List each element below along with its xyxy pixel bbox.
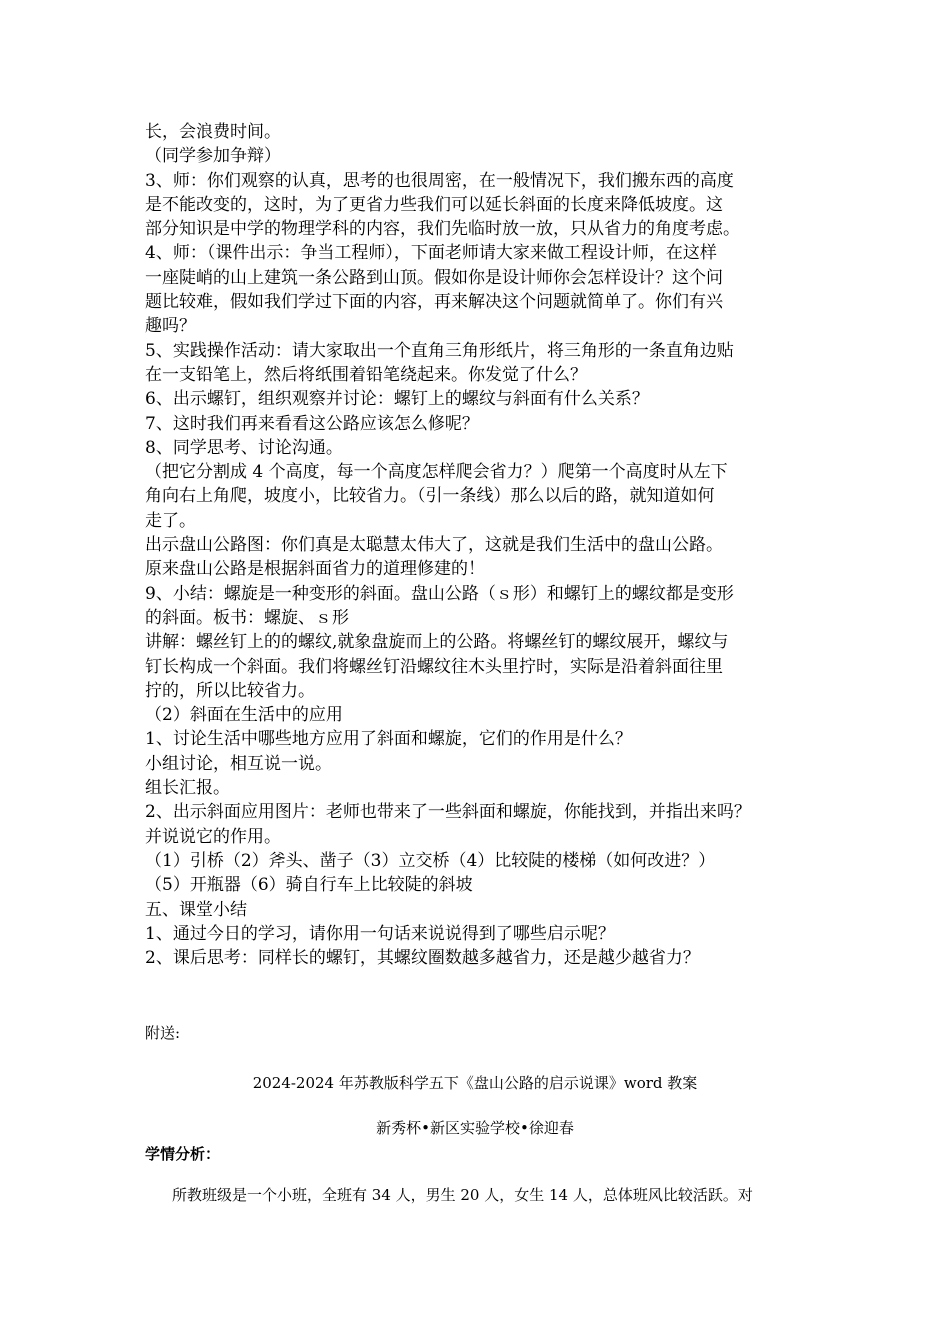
text-line: 出示盘山公路图：你们真是太聪慧太伟大了，这就是我们生活中的盘山公路。 [145, 535, 723, 556]
section-heading: 学情分析： [145, 1145, 221, 1163]
text-line: （同学参加争辩） [145, 146, 281, 167]
text-line: 5、实践操作活动：请大家取出一个直角三角形纸片，将三角形的一条直角边贴 [145, 340, 734, 361]
text-line: 4、师：（课件出示：争当工程师），下面老师请大家来做工程设计师，在这样 [145, 243, 717, 264]
text-line: 讲解：螺丝钉上的的螺纹,就象盘旋而上的公路。将螺丝钉的螺纹展开，螺纹与 [145, 632, 729, 653]
text-line: 9、小结：螺旋是一种变形的斜面。盘山公路（ｓ形）和螺钉上的螺纹都是变形 [145, 583, 734, 604]
text-line: 3、师：你们观察的认真，思考的也很周密，在一般情况下，我们搬东西的高度 [145, 170, 734, 191]
text-line: 1、通过今日的学习，请你用一句话来说说得到了哪些启示呢？ [145, 923, 615, 944]
intro-paragraph: 所教班级是一个小班，全班有 34 人，男生 20 人，女生 14 人，总体班风比较活跃。对 [172, 1186, 753, 1204]
text-line: 五、课堂小结 [145, 899, 247, 920]
text-line: 2、课后思考：同样长的螺钉，其螺纹圈数越多越省力，还是越少越省力？ [145, 948, 700, 969]
text-line: 长，会浪费时间。 [145, 122, 281, 142]
text-line: 走了。 [145, 510, 196, 531]
text-line: （5）开瓶器（6）骑自行车上比较陡的斜坡 [145, 875, 473, 896]
text-line: 组长汇报。 [145, 778, 230, 799]
text-line: 部分知识是中学的物理学科的内容，我们先临时放一放，只从省力的角度考虑。 [145, 219, 740, 240]
text-line: 的斜面。板书：螺旋、ｓ形 [145, 607, 349, 628]
text-line: 拧的，所以比较省力。 [145, 680, 315, 701]
document-title: 2024-2024 年苏教版科学五下《盘山公路的启示说课》word 教案 [252, 1074, 698, 1092]
text-line: 一座陡峭的山上建筑一条公路到山顶。假如你是设计师你会怎样设计？这个问 [145, 267, 723, 288]
text-line: 7、这时我们再来看看这公路应该怎么修呢？ [145, 413, 479, 434]
text-line: 趣吗？ [145, 316, 196, 337]
text-line: （2）斜面在生活中的应用 [145, 705, 343, 726]
text-line: 1、讨论生活中哪些地方应用了斜面和螺旋，它们的作用是什么？ [145, 729, 632, 750]
text-line: 6、出示螺钉，组织观察并讨论：螺钉上的螺纹与斜面有什么关系？ [145, 389, 649, 410]
text-line: 角向右上角爬，坡度小，比较省力。（引一条线）那么以后的路，就知道如何 [145, 486, 715, 507]
text-line: 2、出示斜面应用图片：老师也带来了一些斜面和螺旋，你能找到，并指出来吗？ [145, 802, 751, 823]
text-line: 小组讨论，相互说一说。 [145, 753, 332, 774]
text-line: 是不能改变的，这时，为了更省力些我们可以延长斜面的长度来降低坡度。这 [145, 194, 723, 215]
text-line: （1）引桥（2）斧头、凿子（3）立交桥（4）比较陡的楼梯（如何改进？） [145, 850, 716, 871]
appendix-label: 附送: [145, 1024, 181, 1042]
text-line: （把它分割成 4 个高度，每一个高度怎样爬会省力？）爬第一个高度时从左下 [145, 462, 728, 483]
document-author: 新秀杯•新区实验学校•徐迎春 [376, 1119, 574, 1137]
text-line: 钉长构成一个斜面。我们将螺丝钉沿螺纹往木头里拧时，实际是沿着斜面往里 [145, 656, 723, 677]
text-line: 题比较难，假如我们学过下面的内容，再来解决这个问题就简单了。你们有兴 [145, 292, 723, 313]
lesson-body-text [145, 120, 815, 970]
text-line: 在一支铅笔上，然后将纸围着铅笔绕起来。你发觉了什么？ [145, 364, 587, 385]
text-line: 原来盘山公路是根据斜面省力的道理修建的！ [145, 559, 485, 580]
text-line: 并说说它的作用。 [145, 826, 281, 847]
text-line: 8、同学思考、讨论沟通。 [145, 437, 343, 458]
